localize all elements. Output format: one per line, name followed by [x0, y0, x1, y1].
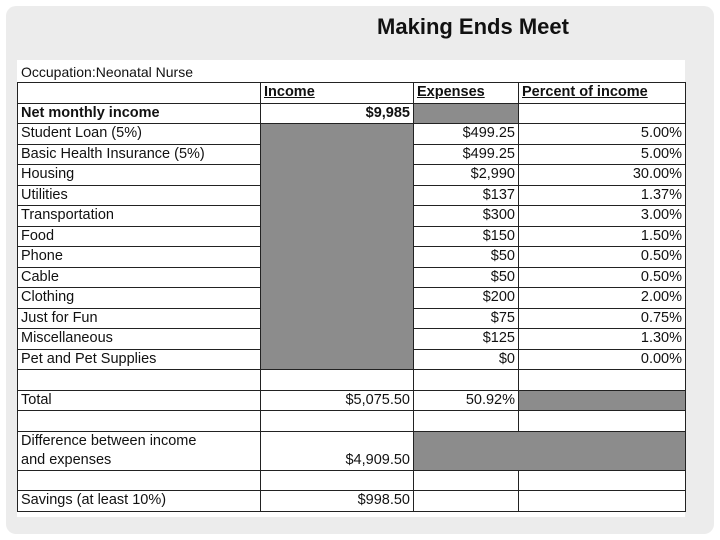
expense-label: Transportation	[18, 206, 261, 227]
difference-label-line1: Difference between income	[21, 432, 197, 449]
percent-header: Percent of income	[519, 83, 686, 104]
expense-label: Just for Fun	[18, 308, 261, 329]
total-expenses-percent: 50.92%	[414, 390, 519, 411]
total-label: Total	[18, 390, 261, 411]
header-row	[18, 83, 686, 104]
expense-label: Basic Health Insurance (5%)	[18, 144, 261, 165]
expense-amount: $150	[414, 226, 519, 247]
savings-row	[18, 491, 686, 512]
expense-label: Food	[18, 226, 261, 247]
empty-cell	[519, 411, 686, 432]
expense-percent: 1.50%	[519, 226, 686, 247]
empty-cell	[18, 370, 261, 391]
spacer-row	[18, 411, 686, 432]
expense-label: Housing	[18, 165, 261, 186]
expense-amount: $50	[414, 267, 519, 288]
spacer-row	[18, 370, 686, 391]
expense-percent: 1.30%	[519, 329, 686, 350]
occupation-label: Occupation:Neonatal Nurse	[21, 64, 193, 80]
header-blank-cell	[18, 83, 261, 104]
expense-label: Miscellaneous	[18, 329, 261, 350]
expense-amount: $50	[414, 247, 519, 268]
expense-percent: 1.37%	[519, 185, 686, 206]
shaded-cell	[414, 431, 686, 470]
expense-percent: 5.00%	[519, 144, 686, 165]
expense-percent: 3.00%	[519, 206, 686, 227]
net-income-value: $9,985	[261, 103, 414, 124]
expense-percent: 2.00%	[519, 288, 686, 309]
expense-label: Utilities	[18, 185, 261, 206]
income-header: Income	[261, 83, 414, 104]
difference-label-line2: and expenses	[21, 451, 112, 468]
expense-percent: 0.00%	[519, 349, 686, 370]
empty-cell	[519, 491, 686, 512]
shaded-cell	[261, 124, 414, 370]
empty-cell	[519, 470, 686, 491]
expense-amount: $300	[414, 206, 519, 227]
expense-row	[18, 124, 686, 145]
expense-amount: $2,990	[414, 165, 519, 186]
empty-cell	[18, 470, 261, 491]
expense-label: Phone	[18, 247, 261, 268]
shaded-cell	[414, 103, 519, 124]
expense-percent: 0.50%	[519, 267, 686, 288]
empty-cell	[519, 103, 686, 124]
savings-value: $998.50	[261, 491, 414, 512]
empty-cell	[414, 491, 519, 512]
spacer-row	[18, 470, 686, 491]
expense-percent: 30.00%	[519, 165, 686, 186]
empty-cell	[18, 411, 261, 432]
expenses-header: Expenses	[414, 83, 519, 104]
expense-amount: $125	[414, 329, 519, 350]
empty-cell	[519, 370, 686, 391]
budget-table	[17, 82, 686, 512]
expense-amount: $200	[414, 288, 519, 309]
difference-value: $4,909.50	[261, 431, 414, 470]
empty-cell	[261, 370, 414, 391]
savings-label: Savings (at least 10%)	[18, 491, 261, 512]
expense-amount: $499.25	[414, 124, 519, 145]
expense-label: Pet and Pet Supplies	[18, 349, 261, 370]
expense-amount: $499.25	[414, 144, 519, 165]
expense-percent: 0.75%	[519, 308, 686, 329]
expense-amount: $0	[414, 349, 519, 370]
net-income-label: Net monthly income	[18, 103, 261, 124]
expense-amount: $137	[414, 185, 519, 206]
empty-cell	[261, 411, 414, 432]
empty-cell	[414, 411, 519, 432]
net-income-row	[18, 103, 686, 124]
difference-label	[18, 431, 261, 470]
expense-label: Clothing	[18, 288, 261, 309]
expense-amount: $75	[414, 308, 519, 329]
empty-cell	[414, 470, 519, 491]
difference-row	[18, 431, 686, 470]
expense-percent: 0.50%	[519, 247, 686, 268]
empty-cell	[414, 370, 519, 391]
shaded-cell	[519, 390, 686, 411]
empty-cell	[261, 470, 414, 491]
expense-label: Cable	[18, 267, 261, 288]
expense-label: Student Loan (5%)	[18, 124, 261, 145]
total-row	[18, 390, 686, 411]
total-income: $5,075.50	[261, 390, 414, 411]
page-title: Making Ends Meet	[377, 14, 569, 39]
expense-percent: 5.00%	[519, 124, 686, 145]
